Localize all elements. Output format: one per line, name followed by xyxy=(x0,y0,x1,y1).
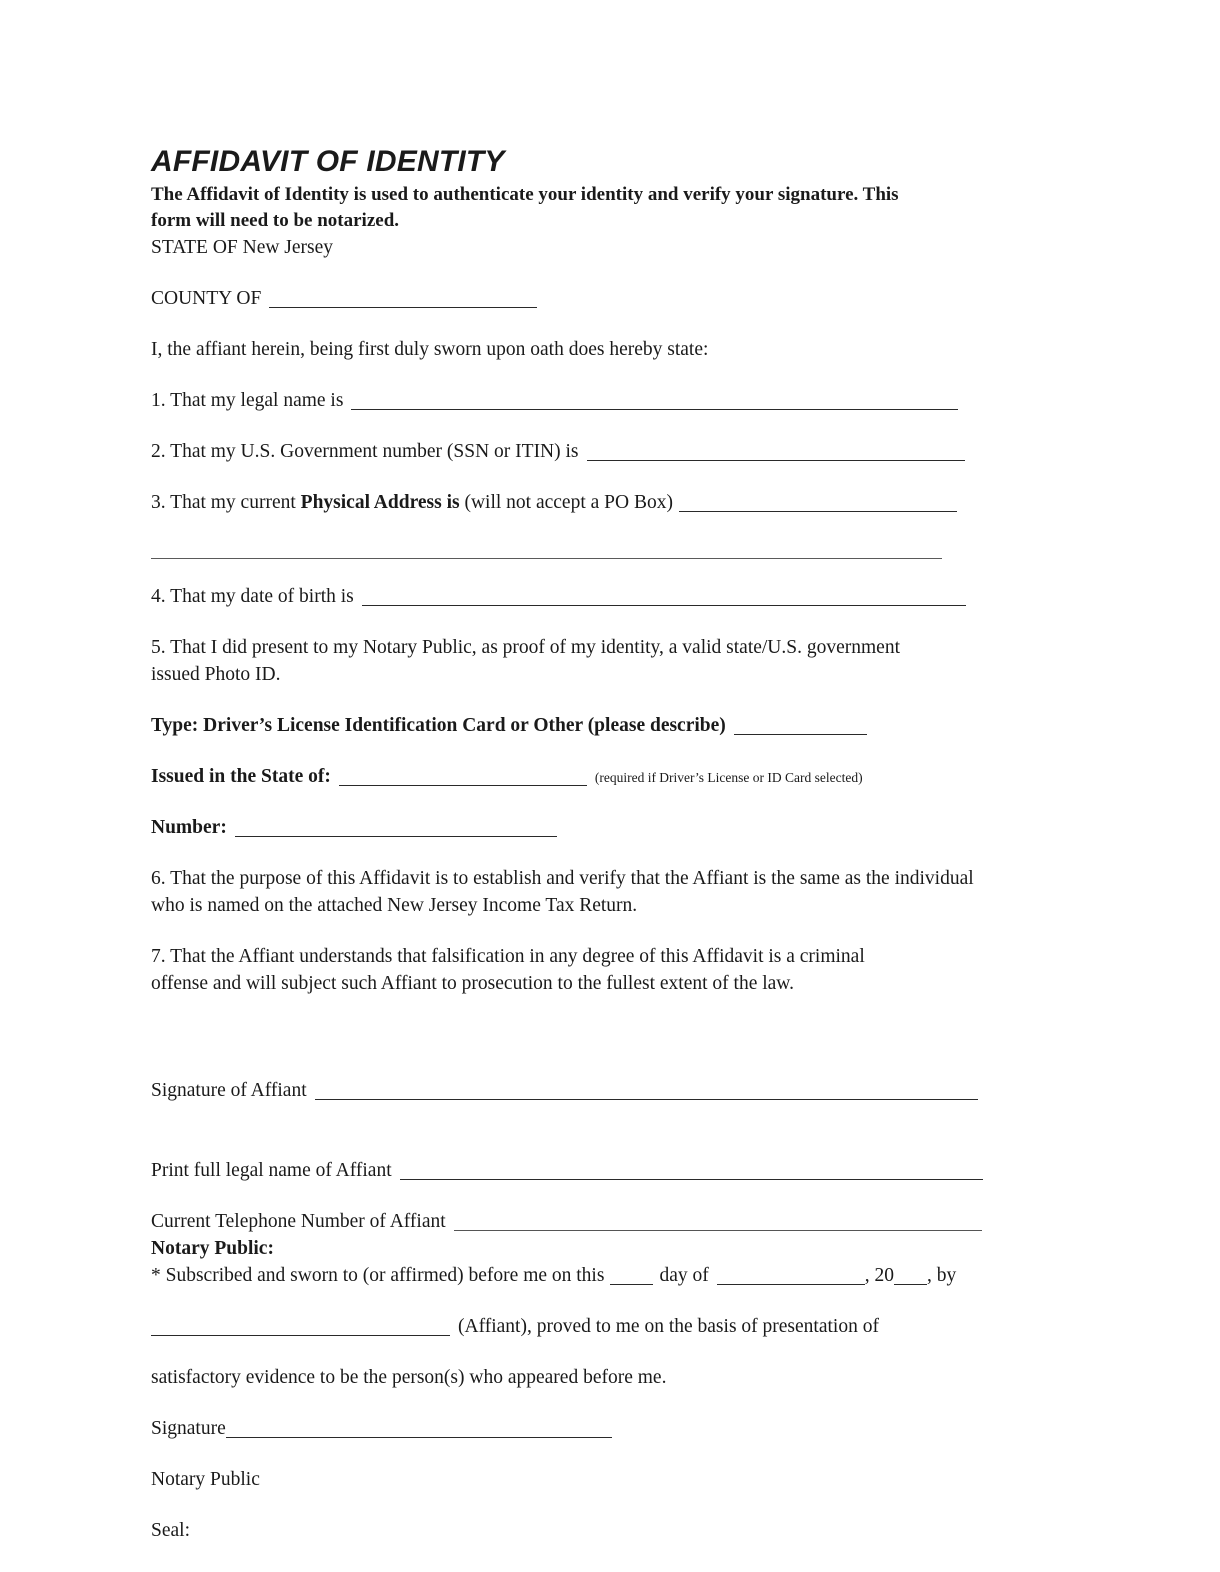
signature-of-affiant-label: Signature of Affiant xyxy=(151,1079,307,1101)
item-6-text: That the purpose of this Affidavit is to establish and verify that the Affiant is the same as the individual who is named on the attached New Jersey Income Tax Return. xyxy=(151,867,974,916)
item-3-text-bold: Physical Address is xyxy=(300,491,460,513)
notary-satisfactory-line: satisfactory evidence to be the person(s) who appeared before me. xyxy=(151,1366,667,1388)
item-7-text: That the Affiant understands that falsification in any degree of this Affidavit is a criminal offense and will subject such Affiant to prosecution to the fullest extent of the law. xyxy=(151,945,865,994)
print-name-label: Print full legal name of Affiant xyxy=(151,1159,392,1181)
item-3-text-a: That my current xyxy=(170,491,301,513)
notary-year-blank[interactable] xyxy=(894,1284,927,1285)
notary-sworn-row xyxy=(151,1262,991,1289)
signature-of-affiant-blank[interactable] xyxy=(315,1099,978,1100)
item-7-row xyxy=(151,943,896,997)
item-6-number: 6. xyxy=(151,867,166,889)
notary-public-label: Notary Public xyxy=(151,1468,260,1490)
item-4-number: 4. xyxy=(151,585,166,607)
item-5-text: That I did present to my Notary Public, as proof of my identity, a valid state/U.S. government issued Photo ID. xyxy=(151,636,900,685)
notary-day-of-label: day of xyxy=(659,1264,709,1286)
id-type-blank[interactable] xyxy=(734,734,867,735)
item-1-text: That my legal name is xyxy=(170,389,344,411)
item-3-blank[interactable] xyxy=(679,511,957,512)
item-1-number: 1. xyxy=(151,389,166,411)
item-4-blank[interactable] xyxy=(362,605,966,606)
county-of-label: COUNTY OF xyxy=(151,287,262,309)
notary-month-blank[interactable] xyxy=(717,1284,865,1285)
item-2-text: That my U.S. Government number (SSN or ITIN) is xyxy=(170,440,579,462)
telephone-label: Current Telephone Number of Affiant xyxy=(151,1210,446,1232)
item-3-number: 3. xyxy=(151,491,166,513)
print-name-blank[interactable] xyxy=(400,1179,983,1180)
notary-sworn-prefix: * Subscribed and sworn to (or affirmed) before me on this xyxy=(151,1264,605,1286)
notary-affiant-suffix: (Affiant), proved to me on the basis of presentation of xyxy=(458,1315,879,1337)
affidavit-body xyxy=(151,146,991,1544)
state-of-line: STATE OF New Jersey xyxy=(151,236,334,258)
item-2-row xyxy=(151,438,991,465)
item-1-blank[interactable] xyxy=(351,409,958,410)
id-type-row xyxy=(151,712,991,739)
county-of-row xyxy=(151,285,991,312)
notary-by-label: , by xyxy=(926,1264,957,1286)
id-type-label: Type: Driver’s License Identification Card or Other (please describe) xyxy=(151,714,726,736)
item-2-number: 2. xyxy=(151,440,166,462)
notary-heading: Notary Public: xyxy=(151,1237,274,1259)
item-3-row xyxy=(151,489,991,516)
issued-state-label: Issued in the State of: xyxy=(151,765,331,787)
intro-paragraph: The Affidavit of Identity is used to authenticate your identity and verify your signature. This form will need to be notarized. xyxy=(151,183,899,231)
notary-affiant-row xyxy=(151,1313,991,1340)
id-number-blank[interactable] xyxy=(235,836,557,837)
item-5-row xyxy=(151,634,941,688)
notary-signature-row xyxy=(151,1415,991,1442)
item-1-row xyxy=(151,387,991,414)
issued-state-note: (required if Driver’s License or ID Card selected) xyxy=(594,769,863,785)
id-number-row xyxy=(151,814,991,841)
item-4-text: That my date of birth is xyxy=(170,585,354,607)
print-name-row xyxy=(151,1157,991,1184)
notary-year-prefix: , 20 xyxy=(864,1264,894,1286)
item-7-number: 7. xyxy=(151,945,166,967)
item-5-number: 5. xyxy=(151,636,166,658)
signature-of-affiant-row xyxy=(151,1077,991,1104)
telephone-blank[interactable] xyxy=(454,1230,982,1231)
notary-seal-label: Seal: xyxy=(151,1519,190,1541)
item-4-row xyxy=(151,583,991,610)
telephone-row xyxy=(151,1208,991,1235)
notary-affiant-blank[interactable] xyxy=(151,1335,450,1336)
county-of-blank[interactable] xyxy=(269,307,537,308)
notary-day-blank[interactable] xyxy=(610,1284,653,1285)
page-title: AFFIDAVIT OF IDENTITY xyxy=(151,145,505,178)
item-2-blank[interactable] xyxy=(587,460,965,461)
id-number-label: Number: xyxy=(151,816,227,838)
notary-signature-blank[interactable] xyxy=(226,1437,612,1438)
issued-state-blank[interactable] xyxy=(339,785,587,786)
issued-state-row xyxy=(151,763,991,790)
item-3-text-b: (will not accept a PO Box) xyxy=(459,491,673,513)
preamble-line: I, the affiant herein, being first duly sworn upon oath does hereby state: xyxy=(151,338,709,360)
notary-signature-label: Signature xyxy=(151,1417,226,1439)
item-6-row xyxy=(151,865,983,919)
